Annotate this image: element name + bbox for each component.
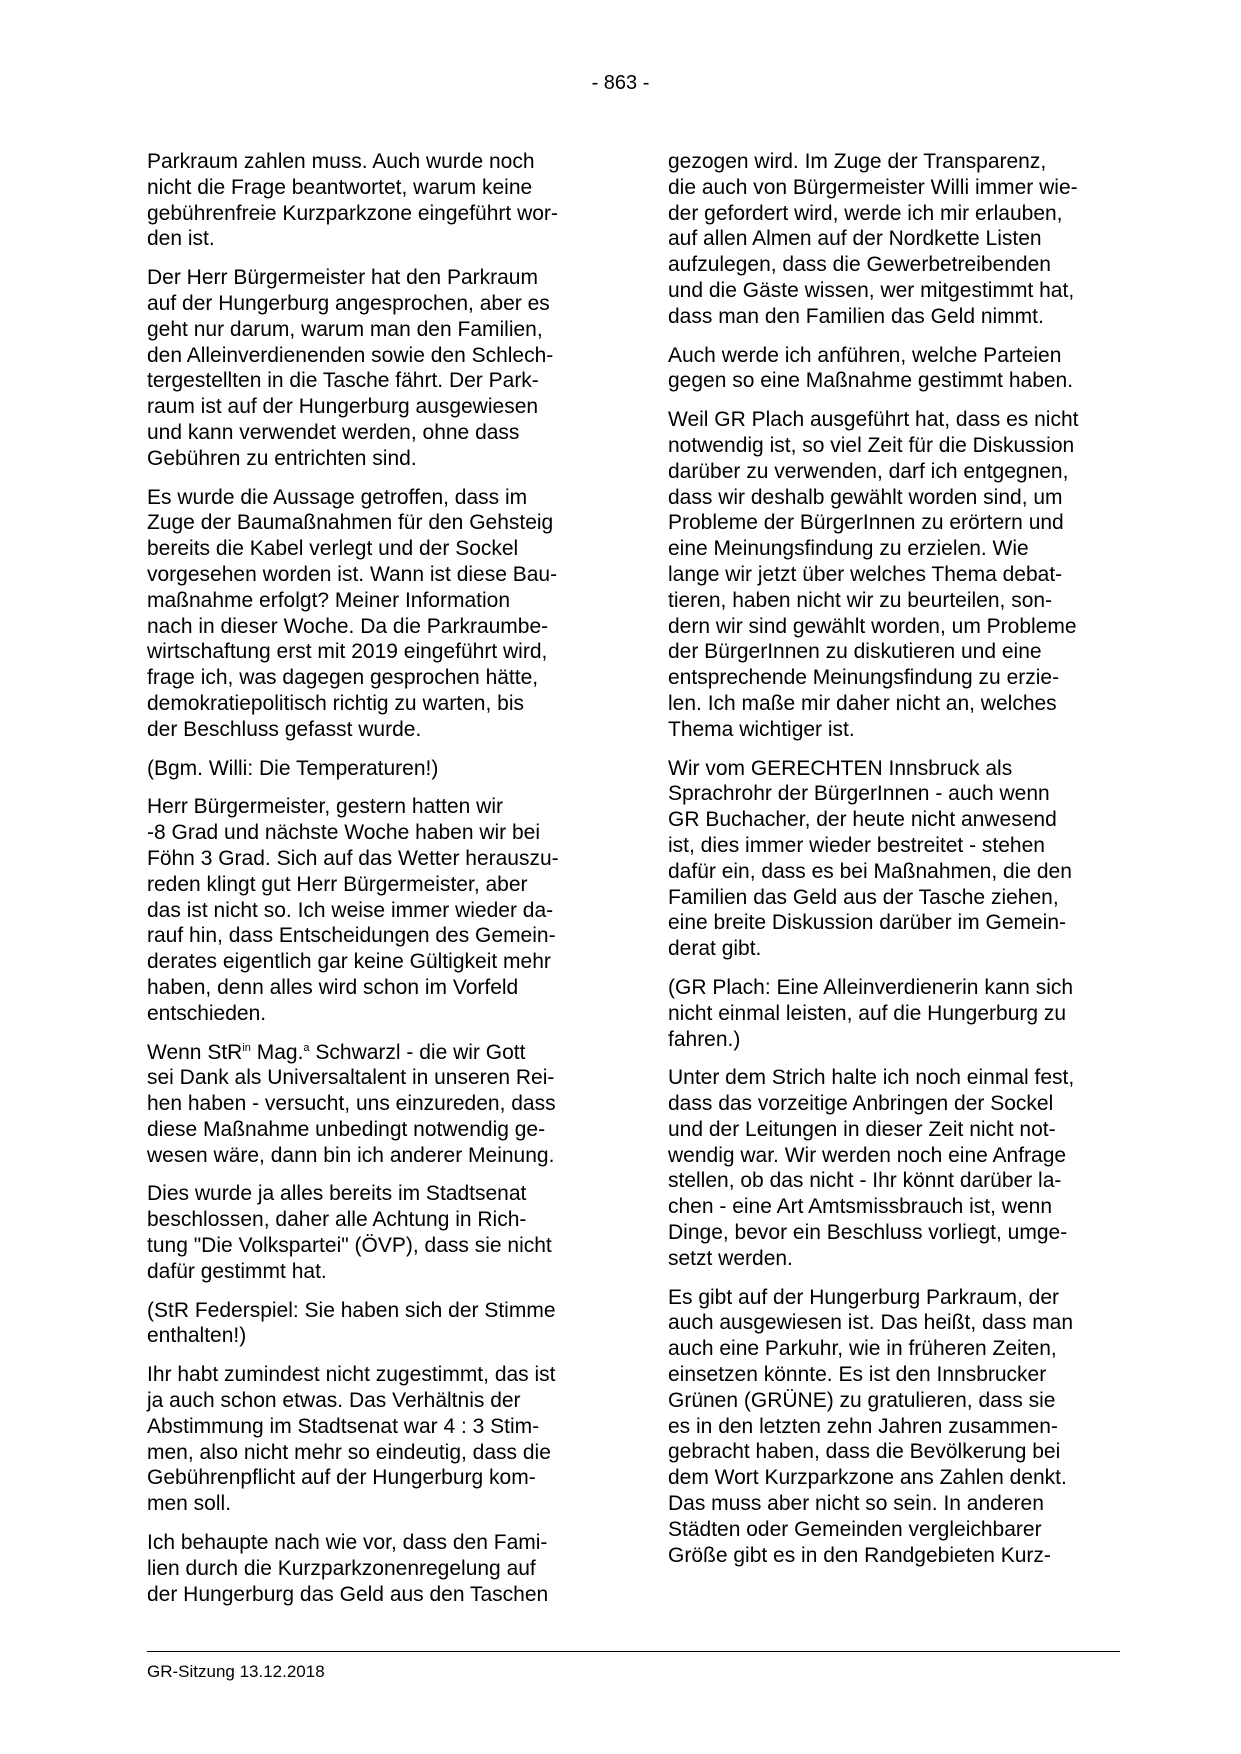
text-line: dass man den Familien das Geld nimmt. bbox=[668, 304, 1044, 328]
text-line: den ist. bbox=[147, 227, 215, 251]
text-line: nicht einmal leisten, auf die Hungerburg zu bbox=[668, 1001, 1067, 1025]
text-line: Gebühren zu entrichten sind. bbox=[147, 446, 417, 470]
text-line: Sprachrohr der BürgerInnen - auch wenn bbox=[668, 782, 1050, 806]
text-line: einsetzen könnte. Es ist den Innsbrucker bbox=[668, 1363, 1047, 1387]
paragraph bbox=[668, 1065, 1123, 1271]
text-line: derates eigentlich gar keine Gültigkeit mehr bbox=[147, 950, 551, 974]
text-line: und kann verwendet werden, ohne dass bbox=[147, 420, 520, 444]
text-line: (StR Federspiel: Sie haben sich der Stimme bbox=[147, 1298, 556, 1322]
text-line: es in den letzten zehn Jahren zusammen- bbox=[668, 1414, 1058, 1438]
text-line: dass wir deshalb gewählt worden sind, um bbox=[668, 485, 1063, 509]
text-line: Unter dem Strich halte ich noch einmal fest, bbox=[668, 1066, 1075, 1090]
paragraph bbox=[147, 149, 602, 252]
paragraph bbox=[668, 756, 1123, 962]
text-line: sei Dank als Universaltalent in unseren Rei- bbox=[147, 1066, 555, 1090]
text-line: tergestellten in die Tasche fährt. Der Park- bbox=[147, 369, 539, 393]
superscript: in bbox=[242, 1041, 251, 1054]
text-line: Das muss aber nicht so sein. In anderen bbox=[668, 1492, 1044, 1516]
text-line: Auch werde ich anführen, welche Parteien bbox=[668, 343, 1062, 367]
text-line: lien durch die Kurzparkzonenregelung auf bbox=[147, 1556, 536, 1580]
paragraph bbox=[147, 265, 602, 471]
text-line: fahren.) bbox=[668, 1027, 741, 1051]
text-line: Gebührenpflicht auf der Hungerburg kom- bbox=[147, 1466, 536, 1490]
text-line: Es gibt auf der Hungerburg Parkraum, der bbox=[668, 1285, 1060, 1309]
interjection bbox=[668, 975, 1123, 1052]
text-line: setzt werden. bbox=[668, 1246, 793, 1270]
text-line: -8 Grad und nächste Woche haben wir bei bbox=[147, 821, 541, 845]
text-line: nicht die Frage beantwortet, warum keine bbox=[147, 175, 533, 199]
paragraph bbox=[147, 485, 602, 743]
text-line: haben, denn alles wird schon im Vorfeld bbox=[147, 975, 519, 999]
text-line: Familien das Geld aus der Tasche ziehen, bbox=[668, 885, 1059, 909]
paragraph bbox=[668, 149, 1123, 330]
text-line: Städten oder Gemeinden vergleichbarer bbox=[668, 1517, 1042, 1541]
text-line bbox=[147, 1040, 602, 1066]
paragraph bbox=[147, 1040, 602, 1169]
text-line: wesen wäre, dann bin ich anderer Meinung. bbox=[147, 1143, 555, 1167]
text-line: dern wir sind gewählt worden, um Probleme bbox=[668, 614, 1077, 638]
text-line: Herr Bürgermeister, gestern hatten wir bbox=[147, 795, 503, 819]
text-line: Thema wichtiger ist. bbox=[668, 717, 855, 741]
text-run: Mag. bbox=[250, 1040, 304, 1064]
text-line: und der Leitungen in dieser Zeit nicht not- bbox=[668, 1117, 1056, 1141]
text-line: auch eine Parkuhr, wie in früheren Zeiten, bbox=[668, 1337, 1057, 1361]
text-line: Es wurde die Aussage getroffen, dass im bbox=[147, 485, 528, 509]
text-run: Schwarzl - die wir Gott bbox=[309, 1040, 526, 1064]
text-line: Wir vom GERECHTEN Innsbruck als bbox=[668, 756, 1013, 780]
footer-session-date: GR-Sitzung 13.12.2018 bbox=[147, 1662, 325, 1681]
text-line: gebracht haben, dass die Bevölkerung bei bbox=[668, 1440, 1061, 1464]
text-line: geht nur darum, warum man den Familien, bbox=[147, 317, 543, 341]
text-line: auf der Hungerburg angesprochen, aber es bbox=[147, 291, 550, 315]
text-line: chen - eine Art Amtsmissbrauch ist, wenn bbox=[668, 1195, 1052, 1219]
text-line: der gefordert wird, werde ich mir erlauben, bbox=[668, 201, 1063, 225]
text-line: ist, dies immer wieder bestreitet - stehen bbox=[668, 833, 1045, 857]
text-line: demokratiepolitisch richtig zu warten, bis bbox=[147, 691, 524, 715]
text-line: Größe gibt es in den Randgebieten Kurz- bbox=[668, 1543, 1051, 1567]
footer-divider bbox=[147, 1651, 1120, 1652]
text-line: bereits die Kabel verlegt und der Sockel bbox=[147, 537, 519, 561]
text-line: das ist nicht so. Ich weise immer wieder da- bbox=[147, 898, 554, 922]
text-line: Föhn 3 Grad. Sich auf das Wetter herauszu- bbox=[147, 846, 559, 870]
text-line: enthalten!) bbox=[147, 1324, 247, 1348]
text-line: auch ausgewiesen ist. Das heißt, dass man bbox=[668, 1311, 1074, 1335]
paragraph bbox=[668, 343, 1123, 395]
paragraph bbox=[147, 794, 602, 1026]
text-line: und die Gäste wissen, wer mitgestimmt hat, bbox=[668, 278, 1075, 302]
paragraph bbox=[668, 1285, 1123, 1569]
text-line: aufzulegen, dass die Gewerbetreibenden bbox=[668, 253, 1051, 277]
text-run: Wenn StR bbox=[147, 1040, 243, 1064]
text-line: der BürgerInnen zu diskutieren und eine bbox=[668, 640, 1042, 664]
text-line: ja auch schon etwas. Das Verhältnis der bbox=[147, 1389, 521, 1413]
text-line: frage ich, was dagegen gesprochen hätte, bbox=[147, 666, 539, 690]
paragraph bbox=[668, 407, 1123, 742]
text-line: Dies wurde ja alles bereits im Stadtsenat bbox=[147, 1182, 527, 1206]
text-line: men soll. bbox=[147, 1492, 232, 1516]
text-line: wirtschaftung erst mit 2019 eingeführt wird, bbox=[147, 640, 548, 664]
text-line: gegen so eine Maßnahme gestimmt haben. bbox=[668, 369, 1074, 393]
text-line: Zuge der Baumaßnahmen für den Gehsteig bbox=[147, 511, 554, 535]
interjection bbox=[147, 756, 602, 782]
text-line: Probleme der BürgerInnen zu erörtern und bbox=[668, 511, 1064, 535]
text-line: reden klingt gut Herr Bürgermeister, aber bbox=[147, 872, 528, 896]
text-line: derat gibt. bbox=[668, 937, 762, 961]
text-line: stellen, ob das nicht - Ihr könnt darüber la- bbox=[668, 1169, 1062, 1193]
page-number: - 863 - bbox=[591, 72, 650, 94]
text-line: der Hungerburg das Geld aus den Taschen bbox=[147, 1582, 549, 1606]
text-line: eine Meinungsfindung zu erzielen. Wie bbox=[668, 537, 1029, 561]
text-line: vorgesehen worden ist. Wann ist diese Bau- bbox=[147, 562, 558, 586]
interjection bbox=[147, 1298, 602, 1350]
paragraph bbox=[147, 1181, 602, 1284]
text-line: Parkraum zahlen muss. Auch wurde noch bbox=[147, 150, 535, 173]
text-line: der Beschluss gefasst wurde. bbox=[147, 717, 422, 741]
text-line: entschieden. bbox=[147, 1001, 267, 1025]
text-line: gebührenfreie Kurzparkzone eingeführt wor- bbox=[147, 201, 558, 225]
text-line: lange wir jetzt über welches Thema debat- bbox=[668, 562, 1063, 586]
text-line: rauf hin, dass Entscheidungen des Gemein- bbox=[147, 924, 556, 948]
text-line: hen haben - versucht, uns einzureden, dass bbox=[147, 1092, 556, 1116]
text-line: Ich behaupte nach wie vor, dass den Fami- bbox=[147, 1531, 548, 1555]
text-line: maßnahme erfolgt? Meiner Information bbox=[147, 588, 510, 612]
text-line: Abstimmung im Stadtsenat war 4 : 3 Stim- bbox=[147, 1414, 540, 1438]
text-line: die auch von Bürgermeister Willi immer wie- bbox=[668, 175, 1078, 199]
text-line: Weil GR Plach ausgeführt hat, dass es nicht bbox=[668, 408, 1079, 432]
text-line: (Bgm. Willi: Die Temperaturen!) bbox=[147, 756, 439, 780]
text-line: Der Herr Bürgermeister hat den Parkraum bbox=[147, 266, 538, 290]
text-line: dass das vorzeitige Anbringen der Sockel bbox=[668, 1092, 1054, 1116]
text-line: nach in dieser Woche. Da die Parkraumbe- bbox=[147, 614, 549, 638]
text-line: dem Wort Kurzparkzone ans Zahlen denkt. bbox=[668, 1466, 1067, 1490]
text-line: dafür ein, dass es bei Maßnahmen, die den bbox=[668, 859, 1072, 883]
text-line: dafür gestimmt hat. bbox=[147, 1259, 327, 1283]
text-line: Dinge, bevor ein Beschluss vorliegt, umge- bbox=[668, 1221, 1068, 1245]
left-column bbox=[147, 149, 602, 1620]
text-line: (GR Plach: Eine Alleinverdienerin kann sich bbox=[668, 975, 1074, 999]
text-line: GR Buchacher, der heute nicht anwesend bbox=[668, 808, 1057, 832]
text-line: gezogen wird. Im Zuge der Transparenz, bbox=[668, 150, 1047, 173]
text-line: eine breite Diskussion darüber im Gemein- bbox=[668, 911, 1067, 935]
paragraph bbox=[147, 1530, 602, 1607]
text-line: den Alleinverdienenden sowie den Schlech- bbox=[147, 343, 554, 367]
text-line: Ihr habt zumindest nicht zugestimmt, das ist bbox=[147, 1363, 556, 1387]
text-line: darüber zu verwenden, darf ich entgegnen, bbox=[668, 459, 1069, 483]
text-line: Grünen (GRÜNE) zu gratulieren, dass sie bbox=[668, 1388, 1056, 1412]
text-line: auf allen Almen auf der Nordkette Listen bbox=[668, 227, 1042, 251]
text-line: notwendig ist, so viel Zeit für die Diskussion bbox=[668, 433, 1075, 457]
text-line: len. Ich maße mir daher nicht an, welches bbox=[668, 691, 1057, 715]
text-line: men, also nicht mehr so eindeutig, dass die bbox=[147, 1440, 551, 1464]
text-line: diese Maßnahme unbedingt notwendig ge- bbox=[147, 1117, 546, 1141]
text-line: tung "Die Volkspartei" (ÖVP), dass sie nicht bbox=[147, 1234, 552, 1258]
text-line: tieren, haben nicht wir zu beurteilen, son- bbox=[668, 588, 1053, 612]
text-line: raum ist auf der Hungerburg ausgewiesen bbox=[147, 395, 539, 419]
superscript: a bbox=[303, 1041, 310, 1054]
paragraph bbox=[147, 1362, 602, 1517]
text-line: wendig war. Wir werden noch eine Anfrage bbox=[668, 1143, 1067, 1167]
text-line: entsprechende Meinungsfindung zu erzie- bbox=[668, 666, 1060, 690]
right-column bbox=[668, 149, 1123, 1581]
text-line: beschlossen, daher alle Achtung in Rich- bbox=[147, 1208, 527, 1232]
